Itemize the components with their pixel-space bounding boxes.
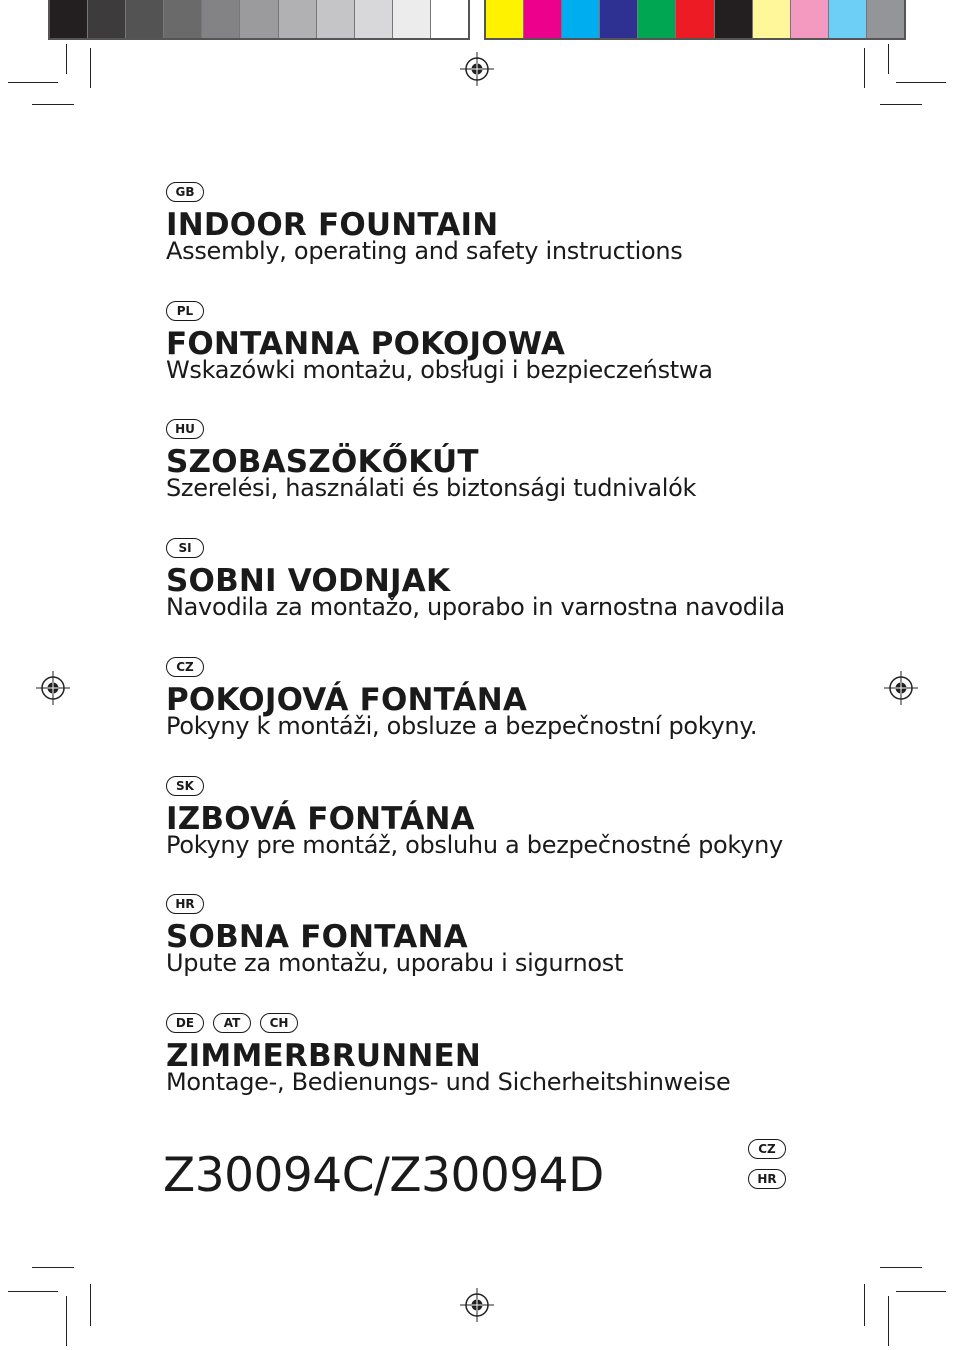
registration-mark-icon: [884, 671, 918, 705]
color-swatch: [202, 0, 240, 38]
language-badge: GB: [166, 182, 204, 202]
crop-mark: [864, 1284, 865, 1326]
crop-mark: [90, 1284, 91, 1326]
instructions-subtitle: Pokyny k montáži, obsluze a bezpečnostní pokyny.: [166, 711, 758, 740]
process-color-bar: [484, 0, 906, 40]
product-title: POKOJOVÁ FONTÁNA: [166, 681, 528, 718]
color-swatch: [829, 0, 867, 38]
model-language-badges: [748, 1139, 786, 1189]
product-title: SOBNA FONTANA: [166, 919, 468, 956]
color-swatch: [317, 0, 355, 38]
language-badge: CH: [260, 1013, 298, 1033]
crop-mark: [8, 82, 58, 83]
language-badge: CZ: [166, 657, 204, 677]
crop-mark: [32, 104, 74, 105]
product-title: IZBOVÁ FONTÁNA: [166, 800, 475, 837]
language-badges: [166, 894, 623, 915]
color-swatch: [126, 0, 164, 38]
color-swatch: [50, 0, 88, 38]
language-badge: SK: [166, 776, 204, 796]
instructions-subtitle: Montage-, Bedienungs- und Sicherheitshinweise: [166, 1067, 731, 1096]
color-swatch: [88, 0, 126, 38]
language-badges: [166, 1013, 730, 1034]
product-title: SOBNI VODNJAK: [166, 563, 451, 600]
color-swatch: [486, 0, 524, 38]
crop-mark: [8, 1291, 58, 1292]
crop-mark: [880, 104, 922, 105]
crop-mark: [880, 1267, 922, 1268]
color-swatch: [676, 0, 714, 38]
language-section: [166, 657, 757, 740]
registration-mark-icon: [460, 52, 494, 86]
registration-mark-icon: [460, 1288, 494, 1322]
crop-mark: [864, 48, 865, 88]
language-badge: HU: [166, 419, 204, 439]
language-badges: [166, 301, 713, 322]
language-badges: [166, 776, 783, 797]
color-swatch: [562, 0, 600, 38]
crop-mark: [896, 1291, 946, 1292]
color-swatch: [867, 0, 904, 38]
instructions-subtitle: Szerelési, használati és biztonsági tudnivalók: [166, 474, 697, 503]
crop-mark: [32, 1267, 74, 1268]
crop-mark: [66, 1296, 67, 1346]
language-section: [166, 776, 783, 859]
language-badges: [166, 419, 696, 440]
product-title: INDOOR FOUNTAIN: [166, 207, 499, 243]
language-badges: [166, 657, 757, 678]
color-swatch: [600, 0, 638, 38]
crop-mark: [90, 48, 91, 88]
language-badge: CZ: [748, 1139, 786, 1159]
instructions-subtitle: Assembly, operating and safety instructions: [166, 237, 683, 265]
language-badge: SI: [166, 538, 204, 558]
language-badges: [166, 538, 785, 559]
color-swatch: [791, 0, 829, 38]
language-section: [166, 894, 623, 977]
language-section: [166, 538, 785, 621]
instructions-subtitle: Wskazówki montażu, obsługi i bezpieczeństwa: [166, 355, 713, 384]
instructions-subtitle: Pokyny pre montáž, obsluhu a bezpečnostné pokyny: [166, 830, 783, 859]
grayscale-color-bar: [48, 0, 470, 40]
color-swatch: [279, 0, 317, 38]
instructions-subtitle: Upute za montažu, uporabu i sigurnost: [166, 949, 624, 978]
color-swatch: [524, 0, 562, 38]
language-badge: HR: [166, 894, 204, 914]
crop-mark: [888, 1296, 889, 1346]
model-number: Z30094C/Z30094D: [163, 1148, 604, 1203]
color-swatch: [638, 0, 676, 38]
registration-mark-icon: [36, 671, 70, 705]
instructions-subtitle: Navodila za montažo, uporabo in varnostna navodila: [166, 593, 785, 622]
crop-mark: [896, 82, 946, 83]
color-swatch: [753, 0, 791, 38]
language-section: [166, 419, 696, 502]
product-title: SZOBASZÖKŐKÚT: [166, 444, 479, 481]
language-section: [166, 1013, 730, 1096]
color-swatch: [164, 0, 202, 38]
color-swatch: [431, 0, 468, 38]
language-badge: AT: [213, 1013, 251, 1033]
crop-mark: [888, 44, 889, 74]
language-badges: [166, 182, 682, 203]
product-title: ZIMMERBRUNNEN: [166, 1037, 482, 1074]
language-section: [166, 182, 682, 265]
crop-mark: [66, 44, 67, 74]
color-swatch: [355, 0, 393, 38]
language-badge: PL: [166, 301, 204, 321]
product-title: FONTANNA POKOJOWA: [166, 325, 566, 362]
language-badge: HR: [748, 1169, 786, 1189]
language-badge: DE: [166, 1013, 204, 1033]
color-swatch: [393, 0, 431, 38]
color-swatch: [715, 0, 753, 38]
language-section: [166, 301, 713, 384]
color-swatch: [240, 0, 278, 38]
